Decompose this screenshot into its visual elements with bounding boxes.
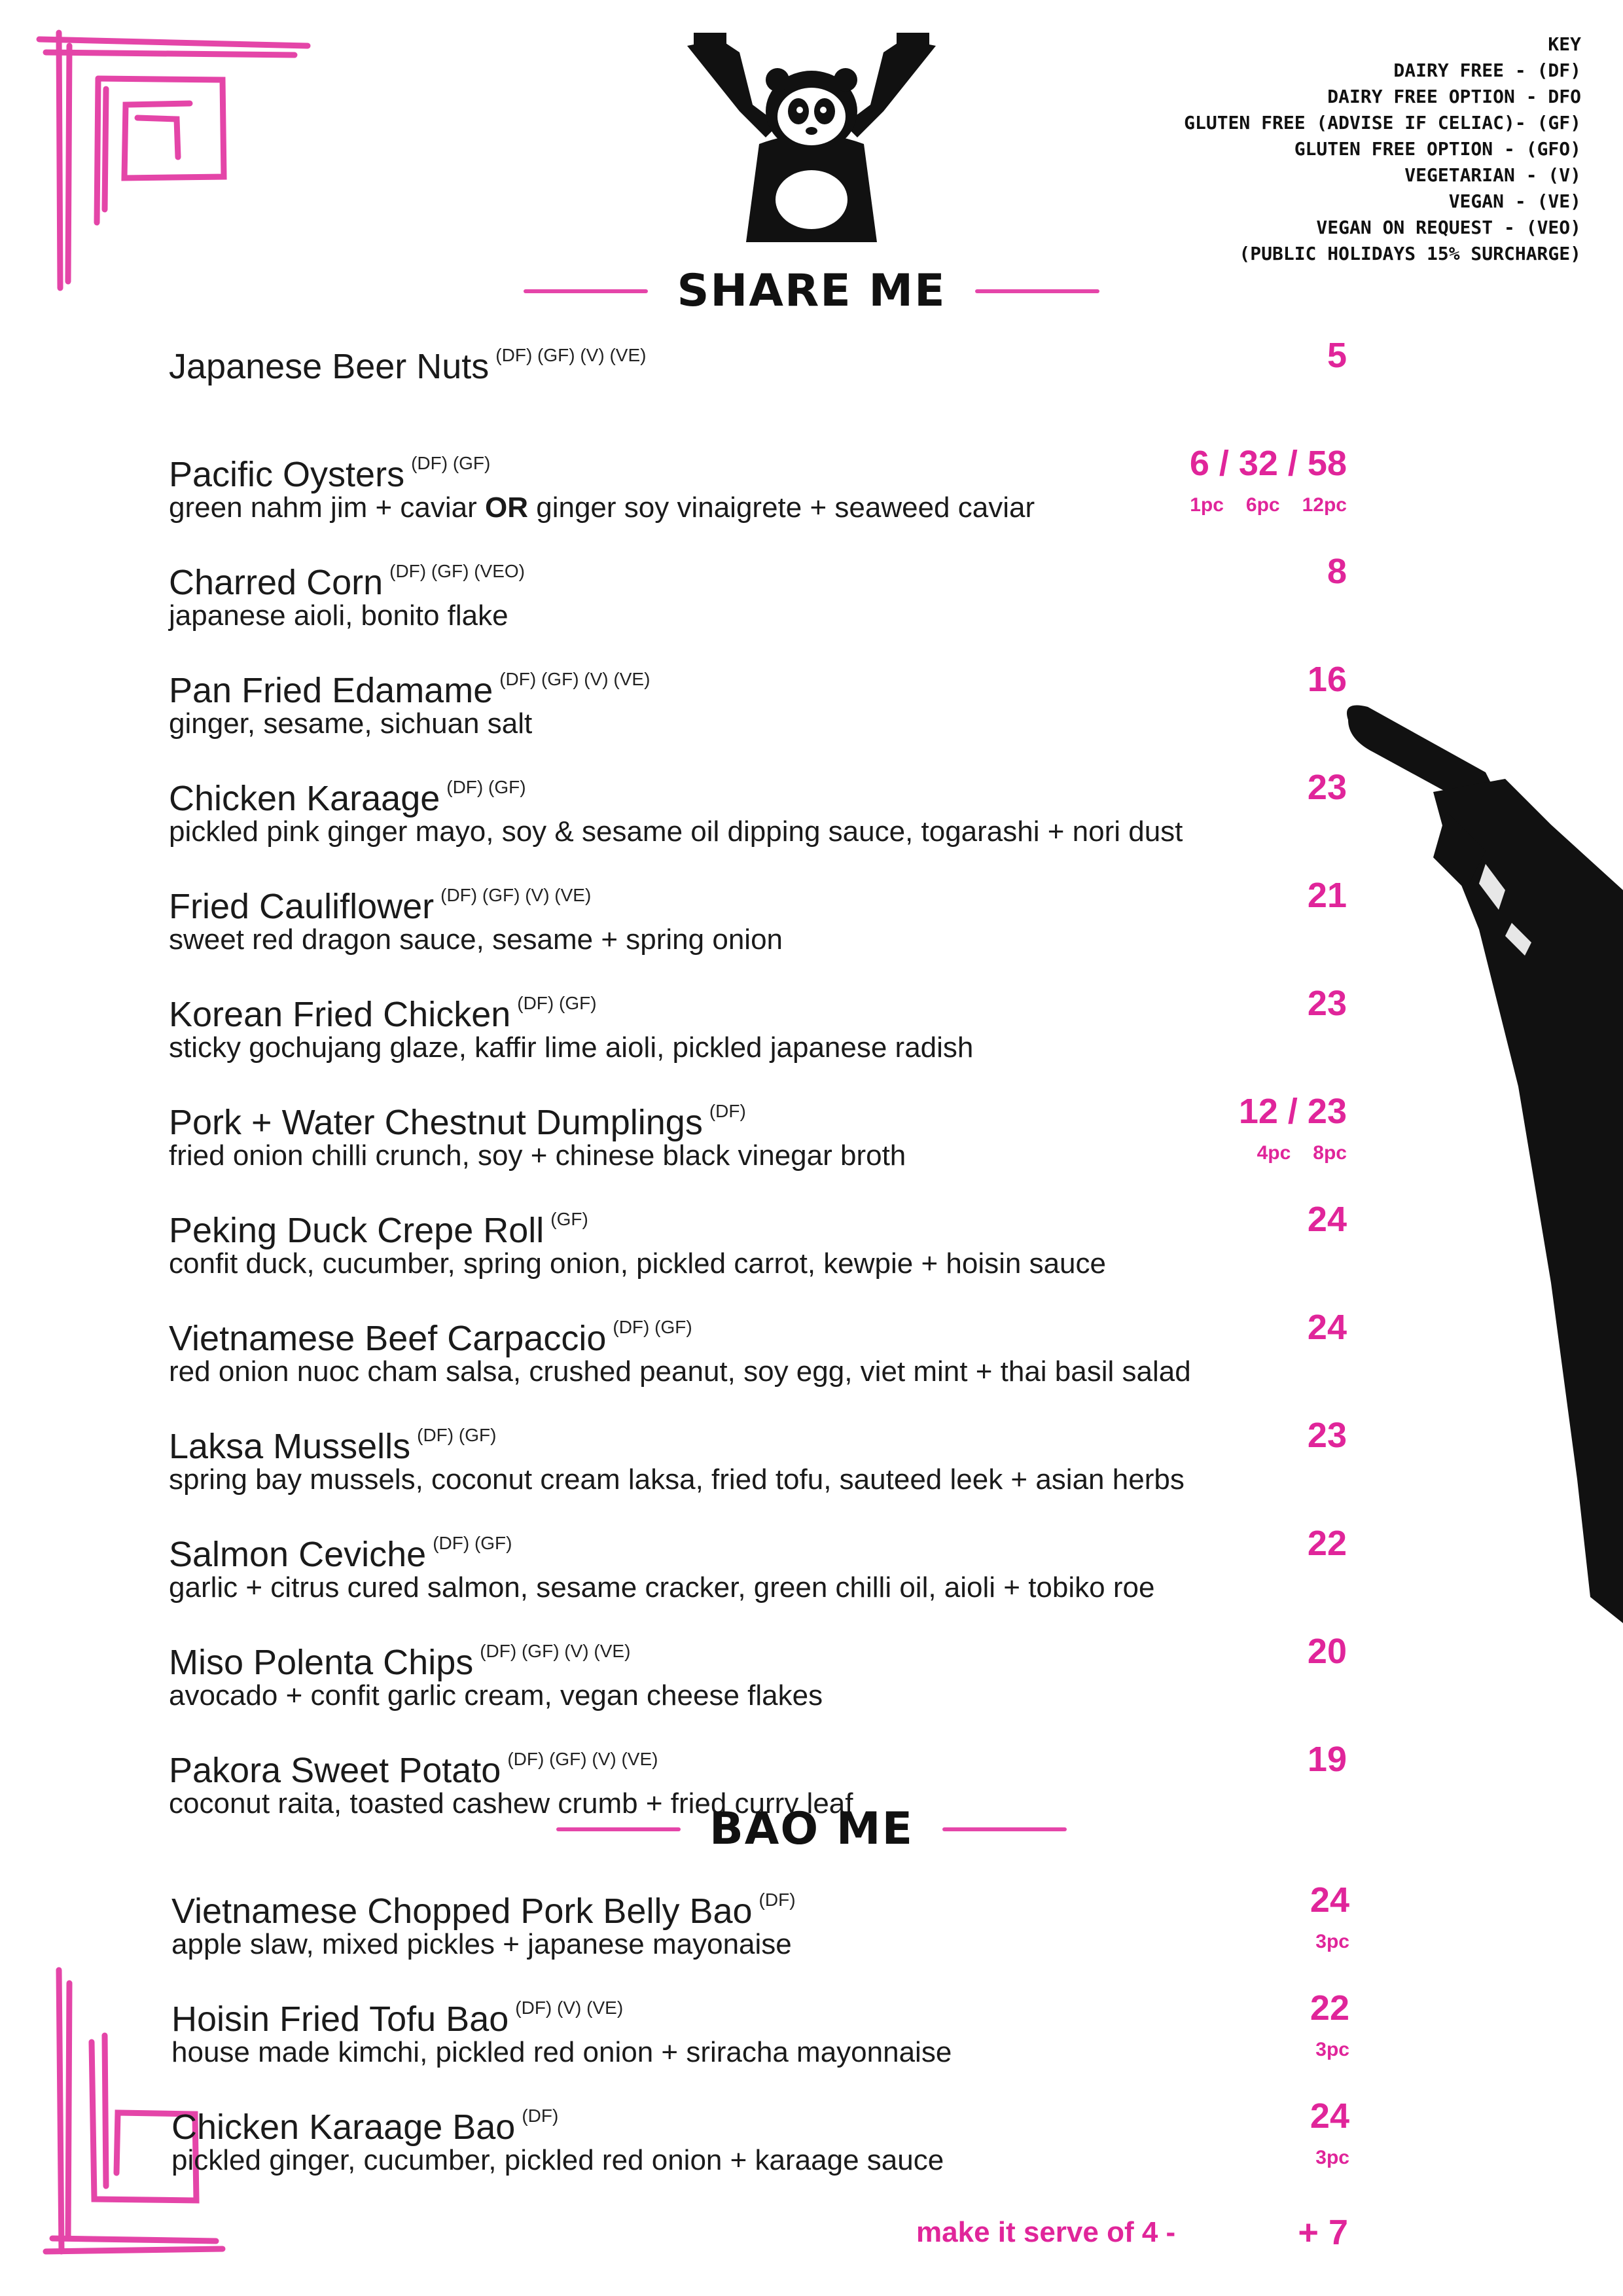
item-name-line xyxy=(169,1522,512,1576)
section-header-share xyxy=(0,265,1623,317)
hand-with-pistol-illustration-icon xyxy=(1335,694,1623,1623)
corner-brush-ornament-icon xyxy=(33,26,314,295)
item-description: pickled pink ginger mayo, soy & sesame oil dipping sauce, togarashi + nori dust xyxy=(169,816,1183,848)
portion-size: 8pc xyxy=(1313,1142,1347,1164)
menu-item xyxy=(169,982,1347,1080)
item-description: spring bay mussels, coconut cream laksa, fried tofu, sauteed leek + asian herbs xyxy=(169,1463,1185,1496)
item-name-line xyxy=(169,658,650,712)
item-name: Pakora Sweet Potato xyxy=(169,1751,501,1790)
item-name: Charred Corn xyxy=(169,563,383,602)
item-name-line xyxy=(169,1306,692,1360)
item-name-line xyxy=(169,334,646,388)
dietary-tags: (DF) (GF) xyxy=(433,1533,512,1553)
menu-item xyxy=(169,658,1347,756)
item-name: Laksa Mussells xyxy=(169,1427,411,1466)
item-name: Hoisin Fried Tofu Bao xyxy=(171,2000,509,2039)
item-name-line xyxy=(169,766,526,820)
item-name-line xyxy=(169,874,591,928)
dietary-tags: (DF) xyxy=(709,1101,746,1121)
item-price: 24 xyxy=(1307,1308,1347,1347)
key-line: DAIRY FREE - (DF) xyxy=(1393,60,1581,81)
menu-item xyxy=(171,2094,1349,2193)
item-description: ginger, sesame, sichuan salt xyxy=(169,708,533,740)
menu-item xyxy=(169,334,1347,432)
key-line: GLUTEN FREE (ADVISE IF CELIAC)- (GF) xyxy=(1184,112,1581,134)
item-name: Chicken Karaage Bao xyxy=(171,2108,516,2147)
item-name: Salmon Ceviche xyxy=(169,1535,427,1574)
dietary-tags: (DF) (V) (VE) xyxy=(515,1998,624,2018)
dietary-tags: (GF) xyxy=(550,1209,588,1229)
item-name: Peking Duck Crepe Roll xyxy=(169,1211,544,1250)
dietary-tags: (DF) (GF) xyxy=(613,1317,692,1337)
item-name-line xyxy=(171,1986,623,2041)
menu-item xyxy=(171,1878,1349,1977)
dietary-tags: (DF) (GF) (V) (VE) xyxy=(440,885,592,905)
item-price: 24 xyxy=(1310,1880,1349,1920)
dietary-key xyxy=(1184,31,1581,267)
dietary-tags: (DF) (GF) xyxy=(517,993,597,1013)
item-description: coconut raita, toasted cashew crumb + fried curry leaf xyxy=(169,1787,853,1820)
dietary-tags: (DF) (GF) xyxy=(417,1425,497,1445)
portion-sizes xyxy=(1293,1931,1349,1953)
item-name: Vietnamese Chopped Pork Belly Bao xyxy=(171,1892,753,1931)
menu-item xyxy=(171,1986,1349,2085)
header-rule xyxy=(524,289,648,293)
menu-item xyxy=(169,442,1347,540)
dietary-tags: (DF) (GF) (V) (VE) xyxy=(507,1749,658,1769)
item-price: 6 / 32 / 58 xyxy=(1189,444,1347,483)
item-price: 23 xyxy=(1307,984,1347,1023)
menu-item xyxy=(169,1414,1347,1512)
item-price: 22 xyxy=(1310,1988,1349,2028)
item-name: Pacific Oysters xyxy=(169,455,405,494)
item-description: pickled ginger, cucumber, pickled red onion + karaage sauce xyxy=(171,2144,944,2176)
menu-item xyxy=(169,1198,1347,1296)
item-price: 24 xyxy=(1307,1200,1347,1239)
item-name: Vietnamese Beef Carpaccio xyxy=(169,1319,607,1358)
item-price: 23 xyxy=(1307,1416,1347,1455)
portion-size: 3pc xyxy=(1315,2147,1349,2168)
portion-sizes xyxy=(1293,2147,1349,2169)
item-description: japanese aioli, bonito flake xyxy=(169,600,508,632)
item-name: Pan Fried Edamame xyxy=(169,671,493,710)
key-line: VEGAN - (VE) xyxy=(1448,190,1581,212)
item-description: avocado + confit garlic cream, vegan cheese flakes xyxy=(169,1679,823,1712)
dietary-tags: (DF) (GF) (V) (VE) xyxy=(495,345,647,365)
item-price: 8 xyxy=(1327,552,1347,591)
item-name-line xyxy=(169,1738,658,1792)
item-name: Japanese Beer Nuts xyxy=(169,347,490,386)
section-title: BAO ME xyxy=(709,1803,914,1855)
dietary-tags: (DF) xyxy=(758,1890,796,1910)
menu-item xyxy=(169,1522,1347,1620)
description-part: green nahm jim + caviar xyxy=(169,492,485,524)
menu-item xyxy=(169,550,1347,648)
serve-four-price: + 7 xyxy=(1298,2213,1348,2252)
item-description: sweet red dragon sauce, sesame + spring onion xyxy=(169,924,783,956)
panda-gunslinger-logo-icon xyxy=(681,33,942,249)
item-price: 24 xyxy=(1310,2096,1349,2136)
item-name-line xyxy=(169,442,490,496)
item-price: 20 xyxy=(1307,1632,1347,1671)
item-description: house made kimchi, pickled red onion + sriracha mayonnaise xyxy=(171,2036,952,2068)
menu-item xyxy=(169,874,1347,972)
dietary-tags: (DF) xyxy=(522,2106,559,2126)
portion-size: 3pc xyxy=(1315,1931,1349,1952)
description-emphasis: OR xyxy=(485,492,528,524)
serve-four-upsell xyxy=(916,2212,1348,2258)
key-line: GLUTEN FREE OPTION - (GFO) xyxy=(1294,138,1581,160)
portion-size: 3pc xyxy=(1315,2039,1349,2060)
menu-item xyxy=(169,766,1347,864)
item-name: Fried Cauliflower xyxy=(169,887,435,926)
portion-sizes xyxy=(1293,2039,1349,2061)
dietary-tags: (DF) (GF) xyxy=(446,777,526,797)
menu-item xyxy=(169,1306,1347,1404)
item-description: garlic + citrus cured salmon, sesame cracker, green chilli oil, aioli + tobiko roe xyxy=(169,1571,1155,1604)
key-line: DAIRY FREE OPTION - DFO xyxy=(1327,86,1581,107)
header-rule xyxy=(556,1827,681,1831)
item-name-line xyxy=(169,550,525,604)
menu-item xyxy=(169,1090,1347,1188)
key-line: KEY xyxy=(1548,33,1581,55)
dietary-tags: (DF) (GF) xyxy=(411,453,491,473)
portion-sizes xyxy=(1235,1142,1347,1164)
dietary-tags: (DF) (GF) (V) (VE) xyxy=(499,669,651,689)
item-price: 21 xyxy=(1307,876,1347,915)
section-title: SHARE ME xyxy=(677,265,946,317)
item-price: 5 xyxy=(1327,336,1347,375)
header-rule xyxy=(942,1827,1067,1831)
item-price: 16 xyxy=(1307,660,1347,699)
portion-size: 12pc xyxy=(1302,494,1347,516)
key-line: (PUBLIC HOLIDAYS 15% SURCHARGE) xyxy=(1239,243,1581,264)
item-name: Korean Fried Chicken xyxy=(169,995,511,1034)
dietary-tags: (DF) (GF) (VEO) xyxy=(389,561,525,581)
header-rule xyxy=(975,289,1099,293)
item-name: Miso Polenta Chips xyxy=(169,1643,474,1682)
item-name-line xyxy=(169,1414,496,1468)
item-description xyxy=(169,490,1035,526)
item-name-line xyxy=(171,1878,796,1933)
item-description: fried onion chilli crunch, soy + chinese black vinegar broth xyxy=(169,1139,906,1172)
item-price: 19 xyxy=(1307,1740,1347,1779)
description-part: ginger soy vinaigrete + seaweed caviar xyxy=(528,492,1035,524)
dietary-tags: (DF) (GF) (V) (VE) xyxy=(480,1641,631,1661)
item-description: red onion nuoc cham salsa, crushed peanut, soy egg, viet mint + thai basil salad xyxy=(169,1355,1191,1388)
item-price: 23 xyxy=(1307,768,1347,807)
item-price: 12 / 23 xyxy=(1238,1092,1347,1131)
item-description: confit duck, cucumber, spring onion, pickled carrot, kewpie + hoisin sauce xyxy=(169,1247,1106,1280)
item-name-line xyxy=(169,1090,746,1144)
section-header-bao xyxy=(0,1803,1623,1855)
item-description: apple slaw, mixed pickles + japanese mayonaise xyxy=(171,1928,792,1960)
item-description: sticky gochujang glaze, kaffir lime aioli, pickled japanese radish xyxy=(169,1031,974,1064)
portion-size: 4pc xyxy=(1257,1142,1291,1164)
serve-four-label: make it serve of 4 - xyxy=(916,2216,1176,2248)
item-name-line xyxy=(169,1630,630,1684)
item-name: Chicken Karaage xyxy=(169,779,440,818)
item-price: 22 xyxy=(1307,1524,1347,1563)
item-name: Pork + Water Chestnut Dumplings xyxy=(169,1103,703,1142)
portion-size: 1pc xyxy=(1190,494,1224,516)
portion-size: 6pc xyxy=(1245,494,1280,516)
item-name-line xyxy=(171,2094,558,2149)
key-line: VEGAN ON REQUEST - (VEO) xyxy=(1316,217,1581,238)
portion-sizes xyxy=(1168,494,1347,516)
item-name-line xyxy=(169,982,597,1036)
key-line: VEGETARIAN - (V) xyxy=(1404,164,1581,186)
item-name-line xyxy=(169,1198,588,1252)
menu-item xyxy=(169,1630,1347,1728)
